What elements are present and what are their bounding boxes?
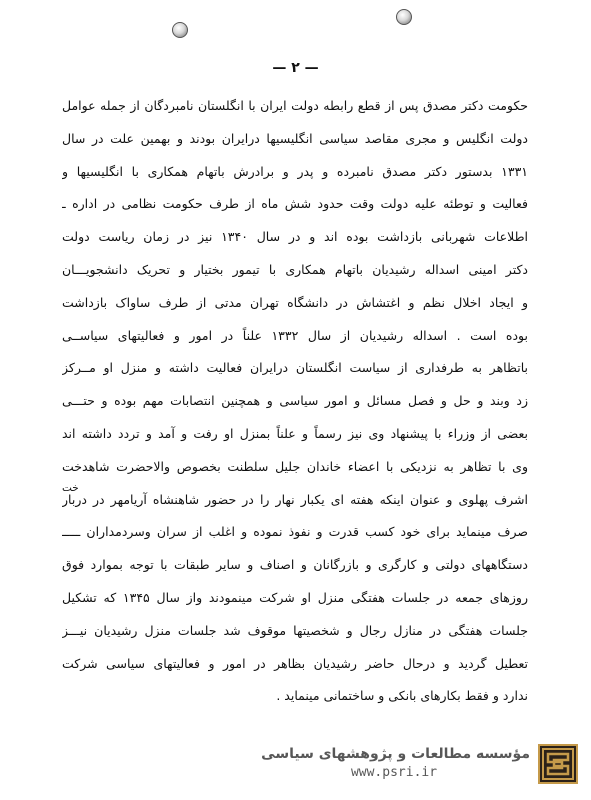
- watermark-url: www.psri.ir: [350, 765, 438, 780]
- handwritten-note: خت: [62, 482, 79, 494]
- punch-hole: [172, 22, 188, 38]
- punch-hole: [396, 9, 412, 25]
- text-line: اشرف پهلوی و عنوان اینکه هفته ای یکبار نهار را در حضور شاهنشاه آریامهر در دربار: [62, 491, 528, 507]
- text-line: دکتر امینی اسداله رشیدیان باتهام همکاری با تیمور بختیار و تحریک دانشجویـــان: [62, 261, 528, 277]
- watermark-title: مؤسسه مطالعات و پژوهشهای سیاسی: [261, 746, 530, 762]
- text-line: دولت انگلیس و مجری مقاصد سیاسی انگلیسیها درایران بودند و بهمین علت در سال: [62, 130, 528, 146]
- text-line: جلسات هفتگی در منازل رجال و شخصیتها موقوف شد جلسات منزل رشیدیان نیـــز: [62, 622, 528, 638]
- text-line: اطلاعات شهربانی بازداشت بوده اند و در سال ۱۳۴۰ نیز در زمان ریاست دولت: [62, 229, 528, 245]
- text-line: روزهای جمعه در جلسات هفتگی منزل او شرکت مینمودند واز سال ۱۳۴۵ که تشکیل: [62, 589, 528, 605]
- text-line: و ایجاد اخلال نظم و اغتشاش در دانشگاه تهران مدتی از طرف ساواک بازداشت: [62, 294, 528, 310]
- text-line: ۱۳۳۱ بدستور دکتر مصدق نامبرده و پدر و برادرش باتهام همکاری با انگلیسیها و: [62, 163, 528, 179]
- page-number: — ۲ —: [272, 60, 319, 76]
- text-line: دستگاههای دولتی و کارگری و بازرگانان و اصناف و سایر طبقات با توجه بموارد فوق: [62, 557, 528, 573]
- text-line: باتظاهر به طرفداری از سیاست انگلستان درایران فعالیت داشته و منزل او مــرکز: [62, 360, 528, 376]
- text-line: بوده است . اسداله رشیدیان از سال ۱۳۳۲ علناً در امور و فعالیتهای سیاســی: [62, 327, 528, 343]
- text-line: تعطیل گردید و درحال حاضر رشیدیان بظاهر در امور و فعالیتهای سیاسی شرکت: [62, 655, 528, 671]
- text-line: زد وبند و حل و فصل مسائل و امور سیاسی و همچنین انتصابات مهم بوده و حتـــی: [62, 393, 528, 409]
- logo-pattern-icon: [540, 746, 576, 782]
- text-line: حکومت دکتر مصدق پس از قطع رابطه دولت ایران با انگلستان نامبردگان از جمله عوامل: [62, 98, 528, 113]
- text-line: فعالیت و توطئه علیه دولت وقت حدود شش ماه از طرف حکومت نظامی در اداره ـ: [62, 196, 528, 212]
- text-line: ندارد و فقط بکارهای بانکی و ساختمانی مینماید .: [276, 688, 528, 704]
- text-line: صرف مینماید برای خود کسب قدرت و نفوذ نموده و اغلب از سران وسردمداران ـــــ: [62, 524, 528, 540]
- text-line: بعضی از وزراء با پیشنهاد وی نیز رسماً و علناً بمنزل او رفت و آمد و تردد داشته اند: [62, 425, 528, 441]
- body-text: [62, 96, 528, 719]
- text-line: وی با تظاهر به نزدیکی با اعضاء خاندان جلیل سلطنت بخصوص والاحضرت شاهدخت: [62, 458, 528, 474]
- watermark: [258, 744, 530, 784]
- institute-logo-icon: [538, 744, 578, 784]
